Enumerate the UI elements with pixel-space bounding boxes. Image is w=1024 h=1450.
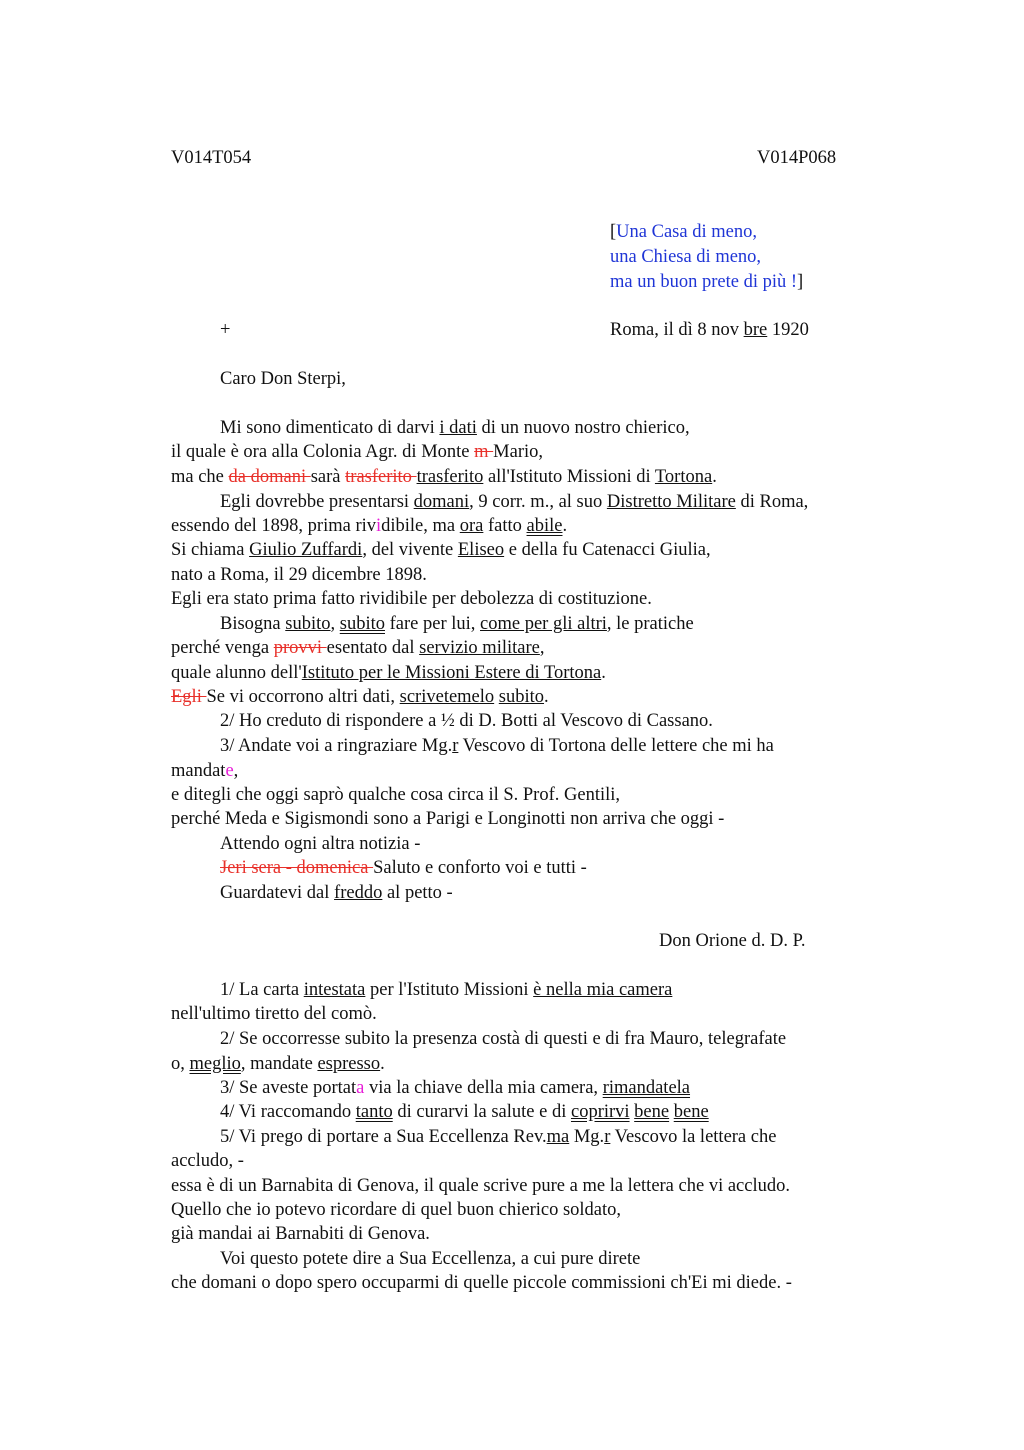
- postscript-line-11: già mandai ai Barnabiti di Genova.: [171, 1224, 430, 1244]
- cross-symbol: +: [220, 320, 231, 340]
- postscript-line-1: 1/ La carta intestata per l'Istituto Missioni è nella mia camera: [220, 980, 673, 1000]
- document-code-right: V014P068: [757, 148, 837, 168]
- body-line-7: nato a Roma, il 29 dicembre 1898.: [171, 565, 427, 585]
- postscript-line-4: o, meglio, mandate espresso.: [171, 1054, 385, 1074]
- postscript-line-8: accludo, -: [171, 1151, 244, 1171]
- body-line-8: Egli era stato prima fatto rividibile per debolezza di costituzione.: [171, 589, 652, 609]
- postscript-line-7: 5/ Vi prego di portare a Sua Eccellenza Rev.ma Mg.r Vescovo la lettera che: [220, 1127, 777, 1147]
- body-line-5: essendo del 1898, prima rividibile, ma ora fatto abile.: [171, 516, 568, 536]
- epigraph-line-3: ma un buon prete di più !]: [610, 272, 804, 292]
- postscript-line-9: essa è di un Barnabita di Genova, il quale scrive pure a me la lettera che vi accludo.: [171, 1176, 790, 1196]
- postscript-line-3: 2/ Se occorresse subito la presenza costà di questi e di fra Mauro, telegrafate: [220, 1029, 787, 1049]
- body-line-16: e ditegli che oggi saprò qualche cosa circa il S. Prof. Gentili,: [171, 785, 621, 805]
- body-line-10: perché venga provvi esentato dal servizio militare,: [171, 638, 545, 658]
- epigraph-line-2: una Chiesa di meno,: [610, 247, 762, 267]
- body-line-6: Si chiama Giulio Zuffardi, del vivente Eliseo e della fu Catenacci Giulia,: [171, 540, 711, 560]
- body-line-15: mandate,: [171, 761, 239, 781]
- postscript-line-5: 3/ Se aveste portata via la chiave della mia camera, rimandatela: [220, 1078, 691, 1098]
- salutation: Caro Don Sterpi,: [220, 369, 346, 389]
- body-line-13: 2/ Ho creduto di rispondere a ½ di D. Botti al Vescovo di Cassano.: [220, 711, 713, 731]
- body-line-11: quale alunno dell'Istituto per le Missioni Estere di Tortona.: [171, 663, 606, 683]
- document-code-left: V014T054: [171, 148, 252, 168]
- body-line-12: Egli Se vi occorrono altri dati, scrivetemelo subito.: [171, 687, 549, 707]
- body-line-19: Jeri sera - domenica Saluto e conforto voi e tutti -: [220, 858, 587, 878]
- body-line-9: Bisogna subito, subito fare per lui, come per gli altri, le pratiche: [220, 614, 694, 634]
- signature: Don Orione d. D. P.: [659, 931, 806, 951]
- epigraph-line-1: [Una Casa di meno,: [610, 222, 757, 242]
- body-line-14: 3/ Andate voi a ringraziare Mg.r Vescovo di Tortona delle lettere che mi ha: [220, 736, 774, 756]
- postscript-line-2: nell'ultimo tiretto del comò.: [171, 1004, 377, 1024]
- postscript-line-10: Quello che io potevo ricordare di quel buon chierico soldato,: [171, 1200, 622, 1220]
- postscript-line-6: 4/ Vi raccomando tanto di curarvi la salute e di coprirvi bene bene: [220, 1102, 709, 1122]
- postscript-line-13: che domani o dopo spero occuparmi di quelle piccole commissioni ch'Ei mi diede. -: [171, 1273, 792, 1293]
- postscript-line-12: Voi questo potete dire a Sua Eccellenza, a cui pure direte: [220, 1249, 641, 1269]
- body-line-1: Mi sono dimenticato di darvi i dati di un nuovo nostro chierico,: [220, 418, 690, 438]
- body-line-3: ma che da domani sarà trasferito trasferito all'Istituto Missioni di Tortona.: [171, 467, 717, 487]
- body-line-4: Egli dovrebbe presentarsi domani, 9 corr. m., al suo Distretto Militare di Roma,: [220, 492, 809, 512]
- body-line-2: il quale è ora alla Colonia Agr. di Monte m Mario,: [171, 442, 543, 462]
- body-line-17: perché Meda e Sigismondi sono a Parigi e Longinotti non arriva che oggi -: [171, 809, 725, 829]
- body-line-20: Guardatevi dal freddo al petto -: [220, 883, 453, 903]
- place-date: Roma, il dì 8 nov bre 1920: [610, 320, 809, 340]
- body-line-18: Attendo ogni altra notizia -: [220, 834, 421, 854]
